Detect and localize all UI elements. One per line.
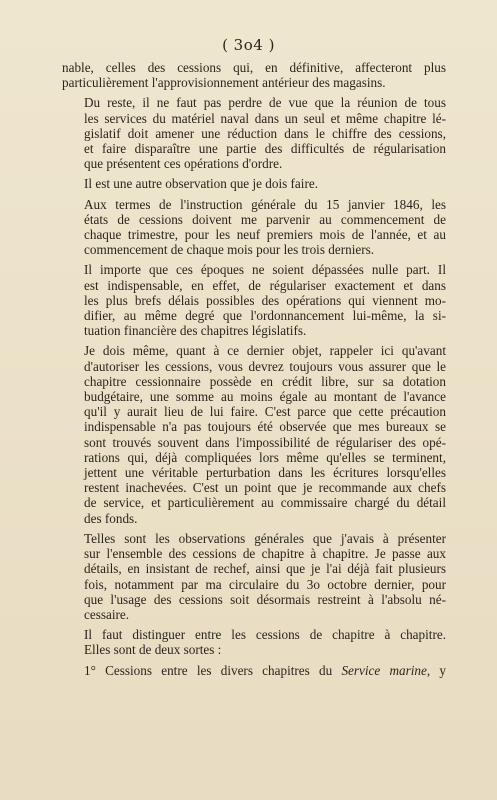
text-segment: 1° Cessions entre les divers chapitres du (84, 662, 342, 678)
text-line: chapitre cessionnaire possède en crédit libre, sur sa dotation (84, 373, 446, 389)
text-line: de service, et particulièrement au commissaire chargé du détail (84, 495, 446, 511)
paragraph (62, 176, 446, 191)
text-segment: , y (426, 662, 446, 678)
text-line: que l'usage des cessions soit désormais restreint à l'absolu né- (84, 591, 446, 607)
text-line: particulièrement l'approvisionnement antérieur des magasins. (62, 75, 386, 91)
text-line: d'autoriser les cessions, vous devrez toujours vous assurer que le (84, 358, 446, 374)
text-line: Elles sont de deux sortes : (84, 642, 222, 658)
page-number: ( 3o4 ) (222, 36, 275, 54)
body-text (62, 60, 446, 678)
paragraph (62, 95, 446, 171)
paragraph (62, 343, 446, 525)
text-line: et faire disparaître une partie des difficultés de régularisation (84, 141, 446, 157)
text-line: sur l'ensemble des cessions de chapitre à chapitre. Je passe aux (84, 546, 446, 562)
text-line: que présentent ces opérations d'ordre. (84, 156, 283, 172)
text-line: Aux termes de l'instruction générale du 15 janvier 1846, les (84, 196, 446, 212)
paragraph (62, 663, 446, 678)
paragraph (62, 627, 446, 657)
text-line: des fonds. (84, 510, 138, 526)
text-line: fois, notamment par ma circulaire du 3o octobre dernier, pour (84, 576, 446, 592)
text-line: Il importe que ces époques ne soient dépassées nulle part. Il (84, 262, 446, 278)
text-line: rations qui, déjà compliquées lors même qu'elles se terminent, (84, 449, 446, 465)
text-line: nable, celles des cessions qui, en définitive, affecteront plus (62, 60, 446, 75)
text-line: Il est une autre observation que je dois faire. (84, 176, 318, 192)
text-line (62, 663, 446, 678)
text-line: Il faut distinguer entre les cessions de chapitre à chapitre. (84, 627, 446, 643)
paragraph (62, 197, 446, 258)
italic-service-name: Service marine (341, 662, 427, 678)
text-line: états de cessions doivent me parvenir au commencement de (84, 211, 446, 227)
paragraph (62, 262, 446, 338)
text-line: indispensable n'a pas toujours été observée que mes bureaux se (84, 419, 446, 435)
text-line: est indispensable, en effet, de régulariser exactement et dans (84, 277, 446, 293)
text-line: gislatif doit amener une réduction dans le chiffre des cessions, (84, 125, 446, 141)
paragraph (62, 60, 446, 90)
text-line: difier, au même degré que l'ordonnancement lui-même, la si- (84, 308, 446, 324)
text-line: les plus brefs délais possibles des opérations qui viennent mo- (84, 292, 446, 308)
text-line: qu'il y aurait lieu de lui faire. C'est parce que cette précaution (84, 404, 446, 420)
paragraph (62, 531, 446, 622)
text-line: restent inachevées. C'est un point que je recommande aux chefs (84, 480, 446, 496)
text-line: détails, en insistant de rechef, ainsi que je l'ai déjà fait plusieurs (84, 561, 446, 577)
text-line: commencement de chaque mois pour les trois derniers. (84, 242, 375, 258)
text-line: Je dois même, quant à ce dernier objet, rappeler ici qu'avant (84, 343, 446, 359)
text-line: tuation financière des chapitres législatifs. (84, 323, 307, 339)
text-line: budgétaire, une somme au moins égale au montant de l'avance (84, 389, 446, 405)
text-line: Du reste, il ne faut pas perdre de vue que la réunion de tous (84, 95, 446, 111)
text-line: les services du matériel naval dans un seul et même chapitre lé- (84, 110, 446, 126)
text-line: chaque trimestre, pour les neuf premiers mois de l'année, et au (84, 227, 446, 243)
text-line: cessaire. (84, 606, 130, 622)
text-line: jettent une véritable perturbation dans les écritures lorsqu'elles (84, 465, 446, 481)
text-line: sont trouvés souvent dans l'impossibilité de régulariser des opé- (84, 434, 446, 450)
text-line: Telles sont les observations générales que j'avais à présenter (84, 530, 446, 546)
